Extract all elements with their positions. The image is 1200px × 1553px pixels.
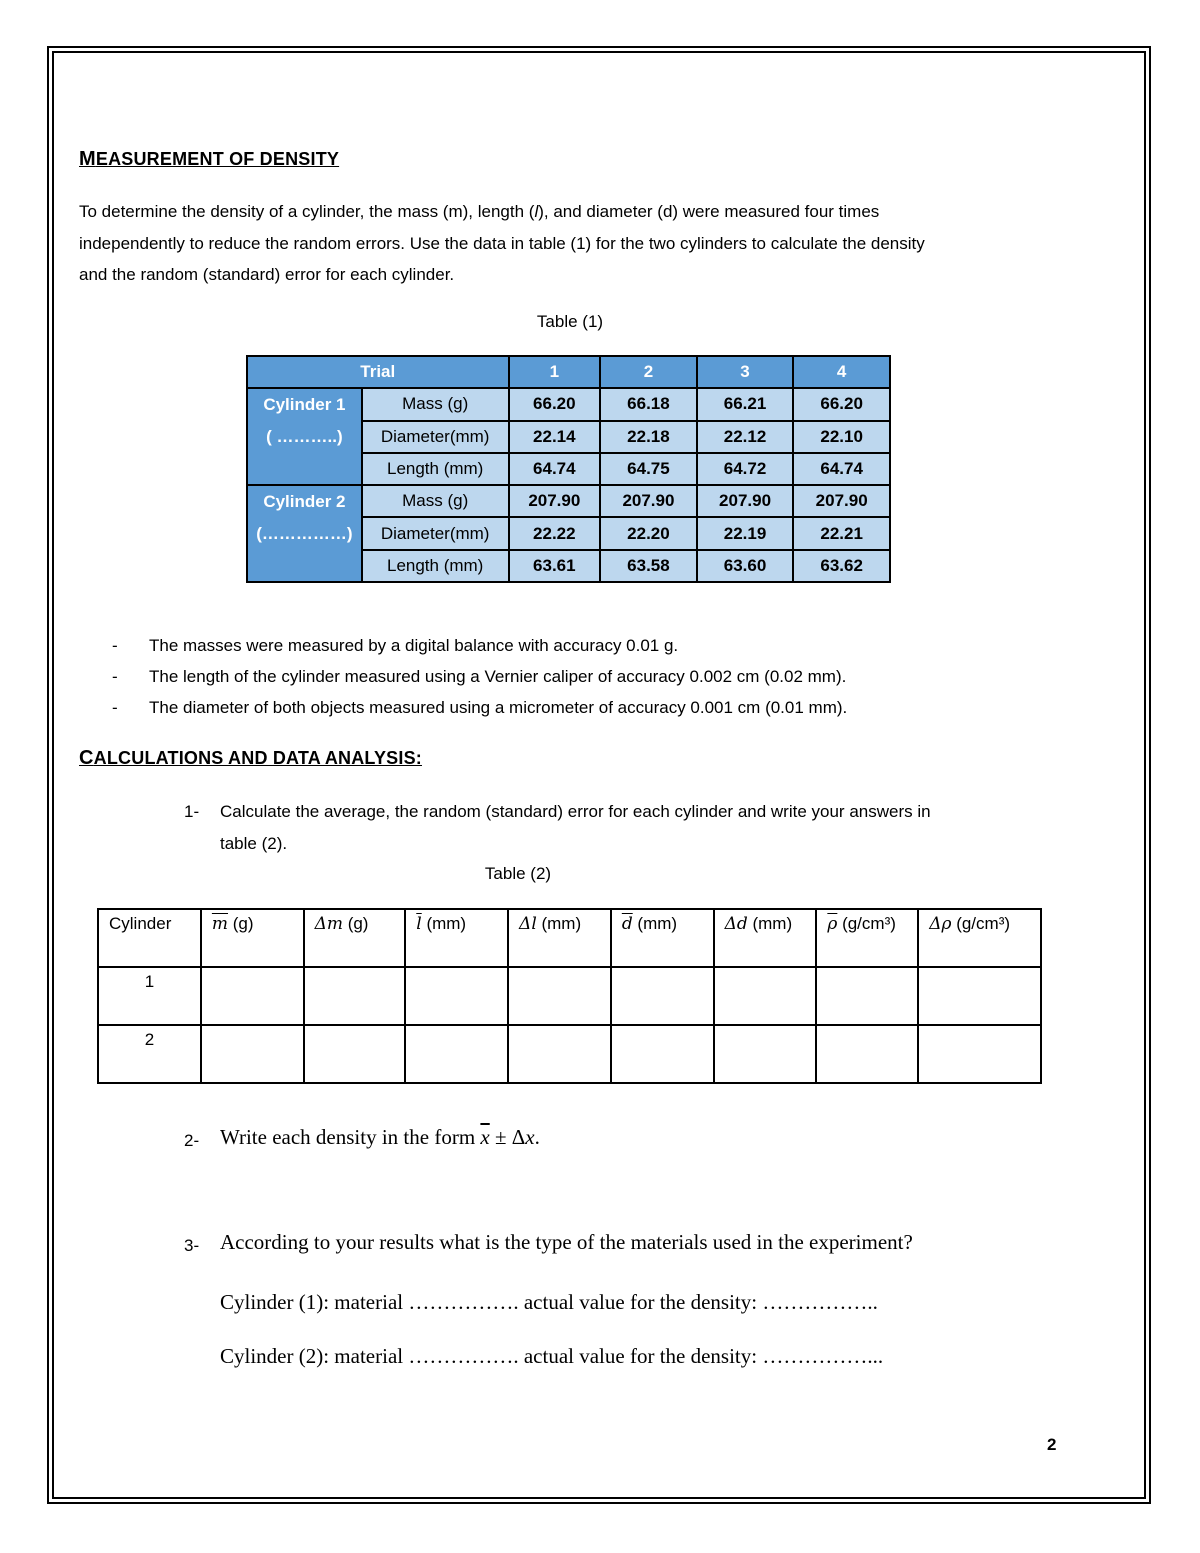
q1-line-1: Calculate the average, the random (standard) error for each cylinder and write your answers in (220, 802, 931, 821)
q1-text (220, 796, 1080, 859)
table2-caption: Table (2) (484, 864, 552, 883)
q3-number: 3- (184, 1236, 200, 1255)
note-text: The length of the cylinder measured using a Vernier caliper of accuracy 0.002 cm (0.02 mm). (149, 667, 847, 686)
cylinder1-label-cell (247, 388, 362, 485)
answer-cell[interactable] (304, 967, 406, 1025)
header-mean-density (816, 909, 918, 967)
answer-cell[interactable] (508, 967, 611, 1025)
q2-xbar: $\overline{x}$ (480, 1125, 490, 1149)
unit-mm: (mm) (632, 914, 678, 933)
table1-header-col: 4 (793, 356, 890, 388)
header-mean-length (405, 909, 508, 967)
table-cell: 63.61 (509, 550, 601, 582)
answer-cell[interactable] (816, 967, 918, 1025)
table-cell: 22.19 (697, 517, 794, 549)
cylinder-number: 2 (98, 1025, 201, 1083)
q1-line-2: table (2). (220, 833, 288, 853)
table-cell: 66.20 (793, 388, 890, 420)
intro-line-1a: To determine the density of a cylinder, the mass (m), length ( (79, 202, 535, 221)
symbol-dl: Δl (519, 914, 537, 934)
cylinder2-label-cell (247, 485, 362, 582)
unit-mm: (mm) (421, 914, 467, 933)
answer-cell[interactable] (405, 1025, 508, 1083)
table-cell: 63.60 (697, 550, 794, 582)
table-cell: 207.90 (600, 485, 697, 517)
table-cell: 64.75 (600, 453, 697, 485)
table-cell: 207.90 (697, 485, 794, 517)
answer-cell[interactable] (918, 1025, 1041, 1083)
cylinder2-blank: (……………) (256, 524, 353, 544)
table-row (98, 1025, 1041, 1083)
table1-caption: Table (1) (536, 312, 604, 331)
answer-cell[interactable] (918, 967, 1041, 1025)
answer-cell[interactable] (304, 1025, 406, 1083)
table2-header-row (98, 909, 1041, 967)
header-delta-mass (304, 909, 406, 967)
q3-text: According to your results what is the type of the materials used in the experiment? (220, 1230, 913, 1254)
table-cell: 22.21 (793, 517, 890, 549)
q2-end: . (534, 1125, 540, 1149)
intro-line-2: independently to reduce the random errors. Use the data in table (1) for the two cylinders to calculate the density (79, 233, 925, 253)
cylinder1-name: Cylinder 1 (263, 395, 346, 415)
answer-cell[interactable] (714, 1025, 817, 1083)
table-cell: 22.10 (793, 421, 890, 453)
list-item (112, 661, 847, 692)
table-cell: 63.62 (793, 550, 890, 582)
table-cell: 22.14 (509, 421, 601, 453)
unit-g-cm3: (g/cm³) (837, 914, 896, 933)
header-mean-diameter (611, 909, 714, 967)
section-heading-calculations (79, 747, 422, 770)
symbol-rho: $\overline{\rho}$ (827, 914, 838, 934)
q3-cylinder2-line: Cylinder (2): material ……………. actual value for the density: ……………... (220, 1344, 884, 1368)
table-cell: 63.58 (600, 550, 697, 582)
cylinder-number: 1 (98, 967, 201, 1025)
note-text: The diameter of both objects measured using a micrometer of accuracy 0.001 cm (0.01 mm). (149, 698, 848, 717)
header-delta-length (508, 909, 611, 967)
answer-cell[interactable] (714, 967, 817, 1025)
table1-header-col: 2 (600, 356, 697, 388)
header-cylinder: Cylinder (98, 909, 201, 967)
list-item (112, 630, 847, 661)
answer-cell[interactable] (816, 1025, 918, 1083)
q2-pm: ± Δ (489, 1125, 526, 1149)
cylinder1-blank: ( ………..) (266, 427, 343, 447)
symbol-d: $\overline{d}$ (621, 914, 633, 934)
note-dash: - (112, 667, 118, 686)
unit-g: (g) (342, 914, 369, 933)
header-delta-diameter (714, 909, 817, 967)
note-dash: - (112, 698, 118, 717)
unit-mm: (mm) (536, 914, 582, 933)
heading-rest: EASUREMENT OF DENSITY (95, 149, 340, 169)
table2 (97, 908, 1042, 1084)
table-cell: 207.90 (509, 485, 601, 517)
unit-g-cm3: (g/cm³) (951, 914, 1011, 933)
quantity-label: Mass (g) (362, 388, 509, 420)
symbol-m: $\overline{m}$ (211, 914, 229, 934)
header-mean-mass (201, 909, 304, 967)
accuracy-notes (112, 630, 847, 723)
intro-line-1 (79, 196, 1079, 228)
answer-cell[interactable] (201, 967, 304, 1025)
q2-text (220, 1125, 540, 1150)
page-number: 2 (1047, 1435, 1057, 1454)
q1-number: 1- (184, 802, 200, 821)
answer-cell[interactable] (611, 1025, 714, 1083)
note-dash: - (112, 636, 118, 655)
table-cell: 64.74 (793, 453, 890, 485)
heading-rest: ALCULATIONS AND DATA ANALYSIS: (93, 748, 422, 768)
q2-x: x (525, 1125, 535, 1149)
note-text: The masses were measured by a digital balance with accuracy 0.01 g. (149, 636, 679, 655)
table-cell: 22.22 (509, 517, 601, 549)
quantity-label: Length (mm) (362, 550, 509, 582)
symbol-l: $\overline{l}$ (416, 914, 422, 934)
answer-cell[interactable] (201, 1025, 304, 1083)
heading-cap: C (79, 747, 94, 769)
table-cell: 66.20 (509, 388, 601, 420)
table1-header-col: 3 (697, 356, 794, 388)
quantity-label: Diameter(mm) (362, 421, 509, 453)
table-cell: 22.18 (600, 421, 697, 453)
answer-cell[interactable] (611, 967, 714, 1025)
intro-paragraph (79, 196, 1079, 291)
table-cell: 64.72 (697, 453, 794, 485)
table-row (247, 388, 890, 420)
quantity-label: Diameter(mm) (362, 517, 509, 549)
table1-header-trial: Trial (247, 356, 509, 388)
heading-cap: M (79, 148, 96, 170)
symbol-dd: Δd (724, 914, 748, 934)
header-delta-density (918, 909, 1041, 967)
symbol-dm: Δm (314, 914, 343, 934)
quantity-label: Mass (g) (362, 485, 509, 517)
intro-l-symbol: l (534, 202, 539, 221)
q2-number: 2- (184, 1131, 200, 1150)
quantity-label: Length (mm) (362, 453, 509, 485)
table1 (246, 355, 891, 583)
intro-line-1b: ), and diameter (d) were measured four times (538, 202, 880, 221)
q2-main-text: Write each density in the form (220, 1125, 481, 1149)
table-cell: 22.20 (600, 517, 697, 549)
symbol-drho: Δρ (929, 914, 952, 934)
list-item (112, 692, 847, 723)
table1-header-col: 1 (509, 356, 601, 388)
unit-mm: (mm) (747, 914, 793, 933)
q3-cylinder1-line: Cylinder (1): material ……………. actual value for the density: …………….. (220, 1290, 878, 1314)
table-cell: 207.90 (793, 485, 890, 517)
answer-cell[interactable] (405, 967, 508, 1025)
table-cell: 66.21 (697, 388, 794, 420)
table-row (98, 967, 1041, 1025)
intro-line-3: and the random (standard) error for each cylinder. (79, 265, 455, 284)
table-cell: 66.18 (600, 388, 697, 420)
cylinder2-name: Cylinder 2 (263, 492, 346, 512)
table1-header-row (247, 356, 890, 388)
section-heading-measurement (79, 148, 339, 171)
table-row (247, 485, 890, 517)
unit-g: (g) (228, 914, 254, 933)
answer-cell[interactable] (508, 1025, 611, 1083)
table-cell: 22.12 (697, 421, 794, 453)
table-cell: 64.74 (509, 453, 601, 485)
